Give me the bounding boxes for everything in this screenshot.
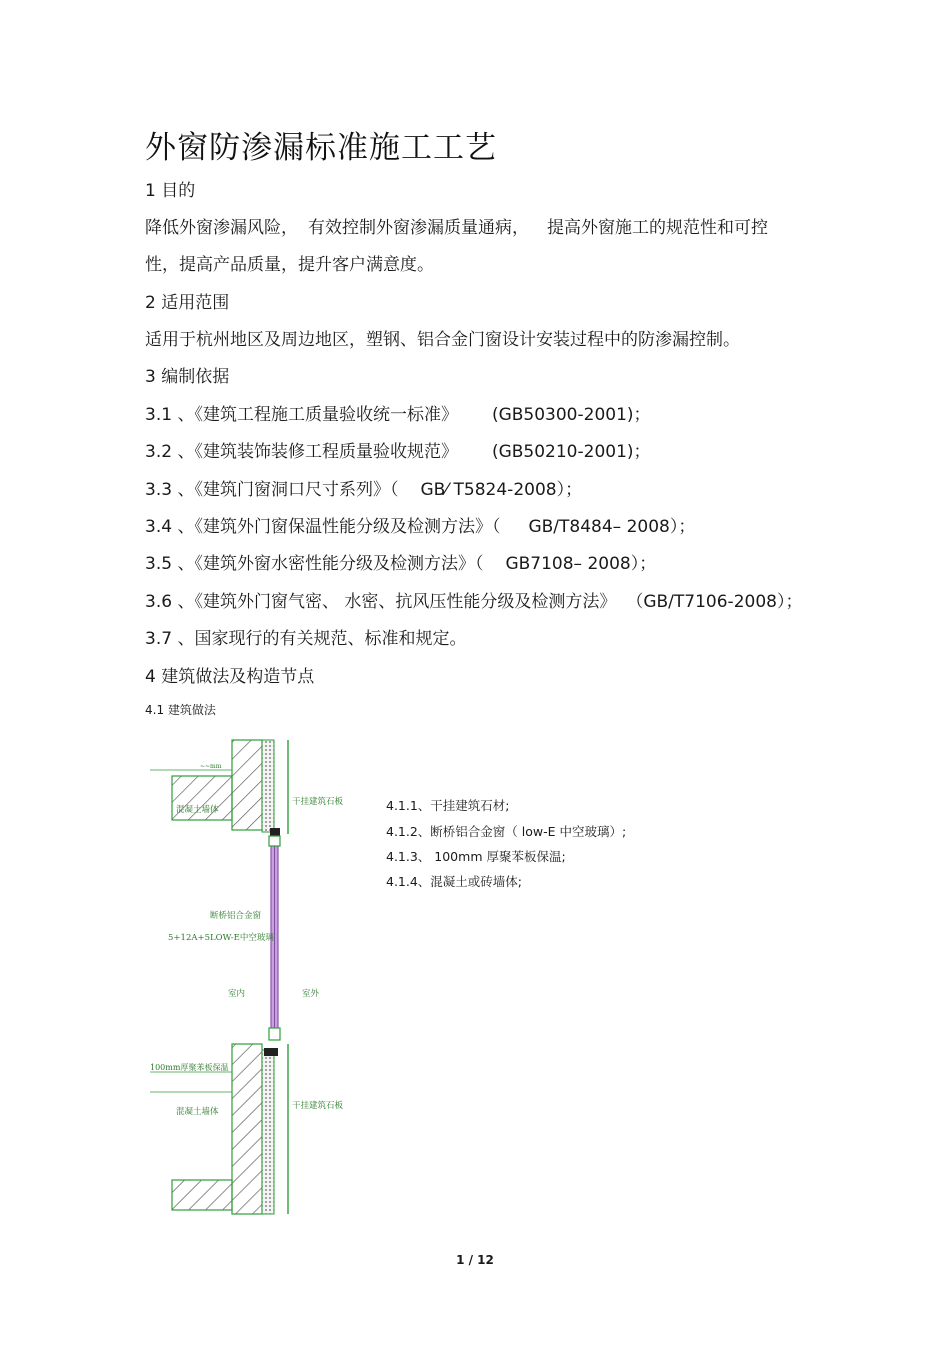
label-insulation: 100mm厚聚苯板保温	[150, 1063, 229, 1072]
section-1-line-2: 性，提高产品质量，提升客户满意度。	[145, 255, 434, 275]
ref-title: 3.4 、《建筑外门窗保温性能分级及检测方法》（	[145, 517, 501, 537]
reference-item: 3.7 、国家现行的有关规范、标准和规定。	[145, 629, 467, 649]
section-4-heading: 4 建筑做法及构造节点	[145, 667, 315, 687]
s1-text-a: 降低外窗渗漏风险，	[145, 218, 298, 238]
section-3-heading: 3 编制依据	[145, 367, 230, 387]
note-item: 4.1.3、 100mm 厚聚苯板保温;	[386, 849, 566, 864]
ref-code: GB7108– 2008）；	[505, 554, 657, 574]
ref-code: (GB50210-2001)；	[491, 442, 651, 462]
section-2-line-1: 适用于杭州地区及周边地区，塑钢、铝合金门窗设计安装过程中的防渗漏控制。	[145, 330, 740, 350]
section-4-1-heading: 4.1 建筑做法	[145, 703, 216, 717]
ref-code: (GB50300-2001)；	[491, 405, 651, 425]
note-item: 4.1.2、断桥铝合金窗（ low-E 中空玻璃）;	[386, 824, 627, 839]
reference-item	[145, 512, 695, 537]
label-stone-top: 干挂建筑石板	[292, 797, 344, 807]
ref-code: GB/T8484– 2008）；	[528, 517, 696, 537]
section-2-heading: 2 适用范围	[145, 293, 230, 313]
section-1-heading: 1 目的	[145, 181, 196, 201]
reference-item	[145, 587, 802, 612]
ref-title: 3.2 、《建筑装饰装修工程质量验收规范》	[145, 442, 458, 462]
ref-code: GB⁄ T5824-2008）；	[420, 480, 583, 500]
label-window-1: 断桥铝合金窗	[210, 911, 262, 921]
note-item: 4.1.1、干挂建筑石材;	[386, 798, 510, 813]
ref-title: 3.6 、《建筑外门窗气密、 水密、抗风压性能分级及检测方法》	[145, 592, 617, 612]
page-number: 1 / 12	[456, 1253, 494, 1267]
s1-text-c: 提高外窗施工的规范性和可控	[547, 218, 768, 238]
reference-item	[145, 400, 651, 425]
reference-item	[145, 475, 582, 500]
window-section-diagram	[140, 732, 380, 1222]
ref-title: 3.3 、《建筑门窗洞口尺寸系列》（	[145, 480, 399, 500]
reference-item	[145, 437, 651, 462]
upper-wall	[150, 740, 288, 838]
label-concrete-top: 混凝土墙体	[176, 805, 219, 815]
label-stone-bottom: 干挂建筑石板	[292, 1101, 344, 1111]
ref-code: （GB/T7106-2008）；	[626, 592, 803, 612]
page-title: 外窗防渗漏标准施工工艺	[145, 130, 497, 166]
label-concrete-bottom: 混凝土墙体	[176, 1107, 219, 1117]
section-1-line-1	[145, 213, 768, 238]
label-window-2: 5+12A+5LOW-E中空玻璃	[168, 933, 274, 943]
dimension-mark: ~~mm	[200, 763, 222, 770]
label-indoor: 室内	[228, 989, 246, 999]
reference-item	[145, 549, 656, 574]
s1-text-b: 有效控制外窗渗漏质量通病，	[308, 218, 529, 238]
note-item: 4.1.4、混凝土或砖墙体;	[386, 874, 523, 889]
label-outdoor: 室外	[302, 989, 320, 999]
ref-title: 3.1 、《建筑工程施工质量验收统一标准》	[145, 405, 458, 425]
ref-title: 3.5 、《建筑外窗水密性能分级及检测方法》（	[145, 554, 484, 574]
